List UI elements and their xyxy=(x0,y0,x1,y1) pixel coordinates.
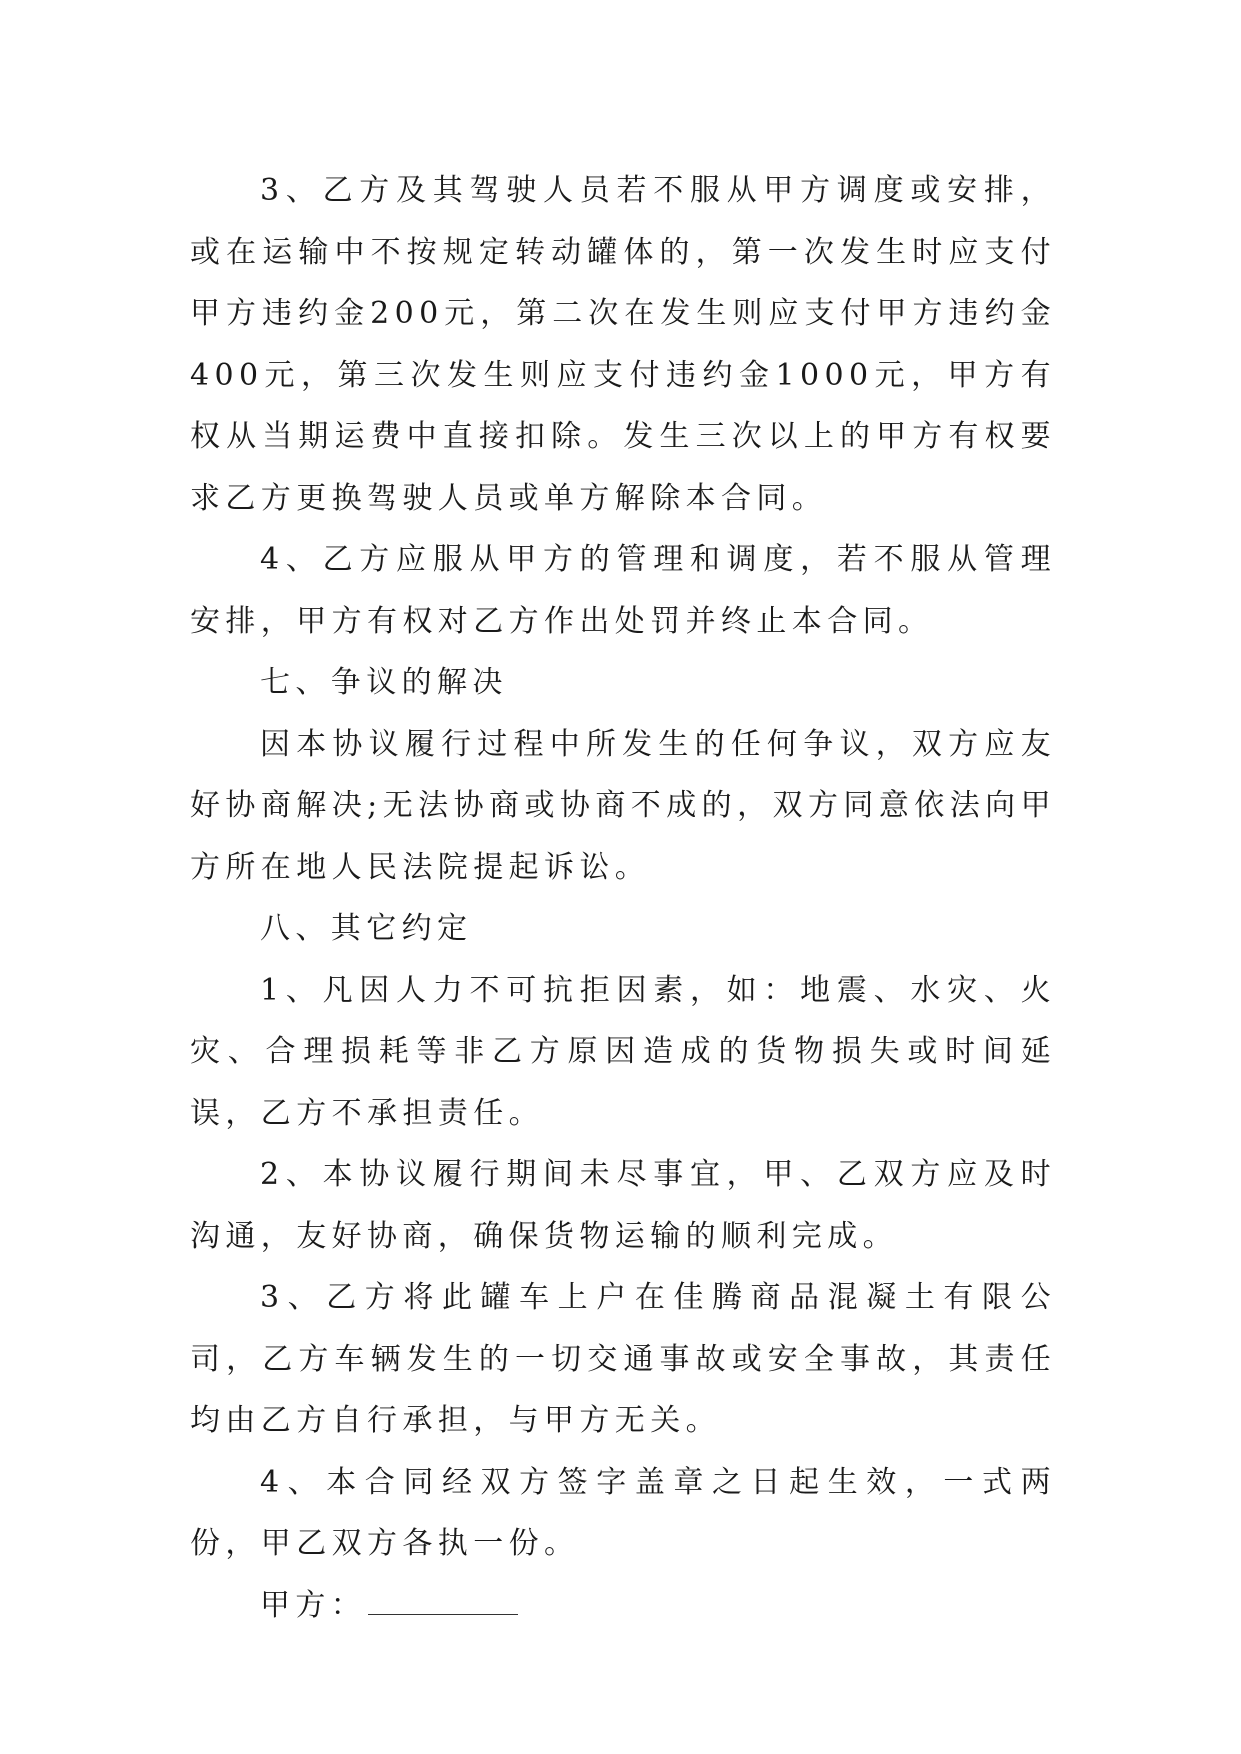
clause-8-4: 4、本合同经双方签字盖章之日起生效，一式两份，甲乙双方各执一份。 xyxy=(190,1464,1056,1561)
document-body xyxy=(190,160,1056,1636)
party-a-signature-line[interactable] xyxy=(368,1594,518,1615)
section-7-body: 因本协议履行过程中所发生的任何争议，双方应友好协商解决;无法协商或协商不成的，双方同意依法向甲方所在地人民法院提起诉讼。 xyxy=(190,726,1056,885)
clause-6-4: 4、乙方应服从甲方的管理和调度，若不服从管理安排，甲方有权对乙方作出处罚并终止本合同。 xyxy=(190,542,1056,639)
party-a-label: 甲方： xyxy=(260,1587,367,1623)
section-7-heading: 七、争议的解决 xyxy=(260,665,508,700)
clause-8-2: 2、本协议履行期间未尽事宜，甲、乙双方应及时沟通，友好协商，确保货物运输的顺利完成。 xyxy=(190,1157,1056,1254)
clause-8-3: 3、乙方将此罐车上户在佳腾商品混凝土有限公司，乙方车辆发生的一切交通事故或安全事故，其责任均由乙方自行承担，与甲方无关。 xyxy=(190,1280,1056,1438)
signature-row xyxy=(190,1575,1056,1637)
clause-8-1: 1、凡因人力不可抗拒因素，如：地震、水灾、火灾、合理损耗等非乙方原因造成的货物损失或时间延误，乙方不承担责任。 xyxy=(190,972,1056,1131)
clause-6-3: 3、乙方及其驾驶人员若不服从甲方调度或安排，或在运输中不按规定转动罐体的，第一次发生时应支付甲方违约金200元，第二次在发生则应支付甲方违约金400元，第三次发生则应支付违约金1000元，甲方有权从当期运费中直接扣除。发生三次以上的甲方有权要求乙方更换驾驶人员或单方解除本合同。 xyxy=(190,173,1056,516)
section-8-heading: 八、其它约定 xyxy=(260,911,473,946)
